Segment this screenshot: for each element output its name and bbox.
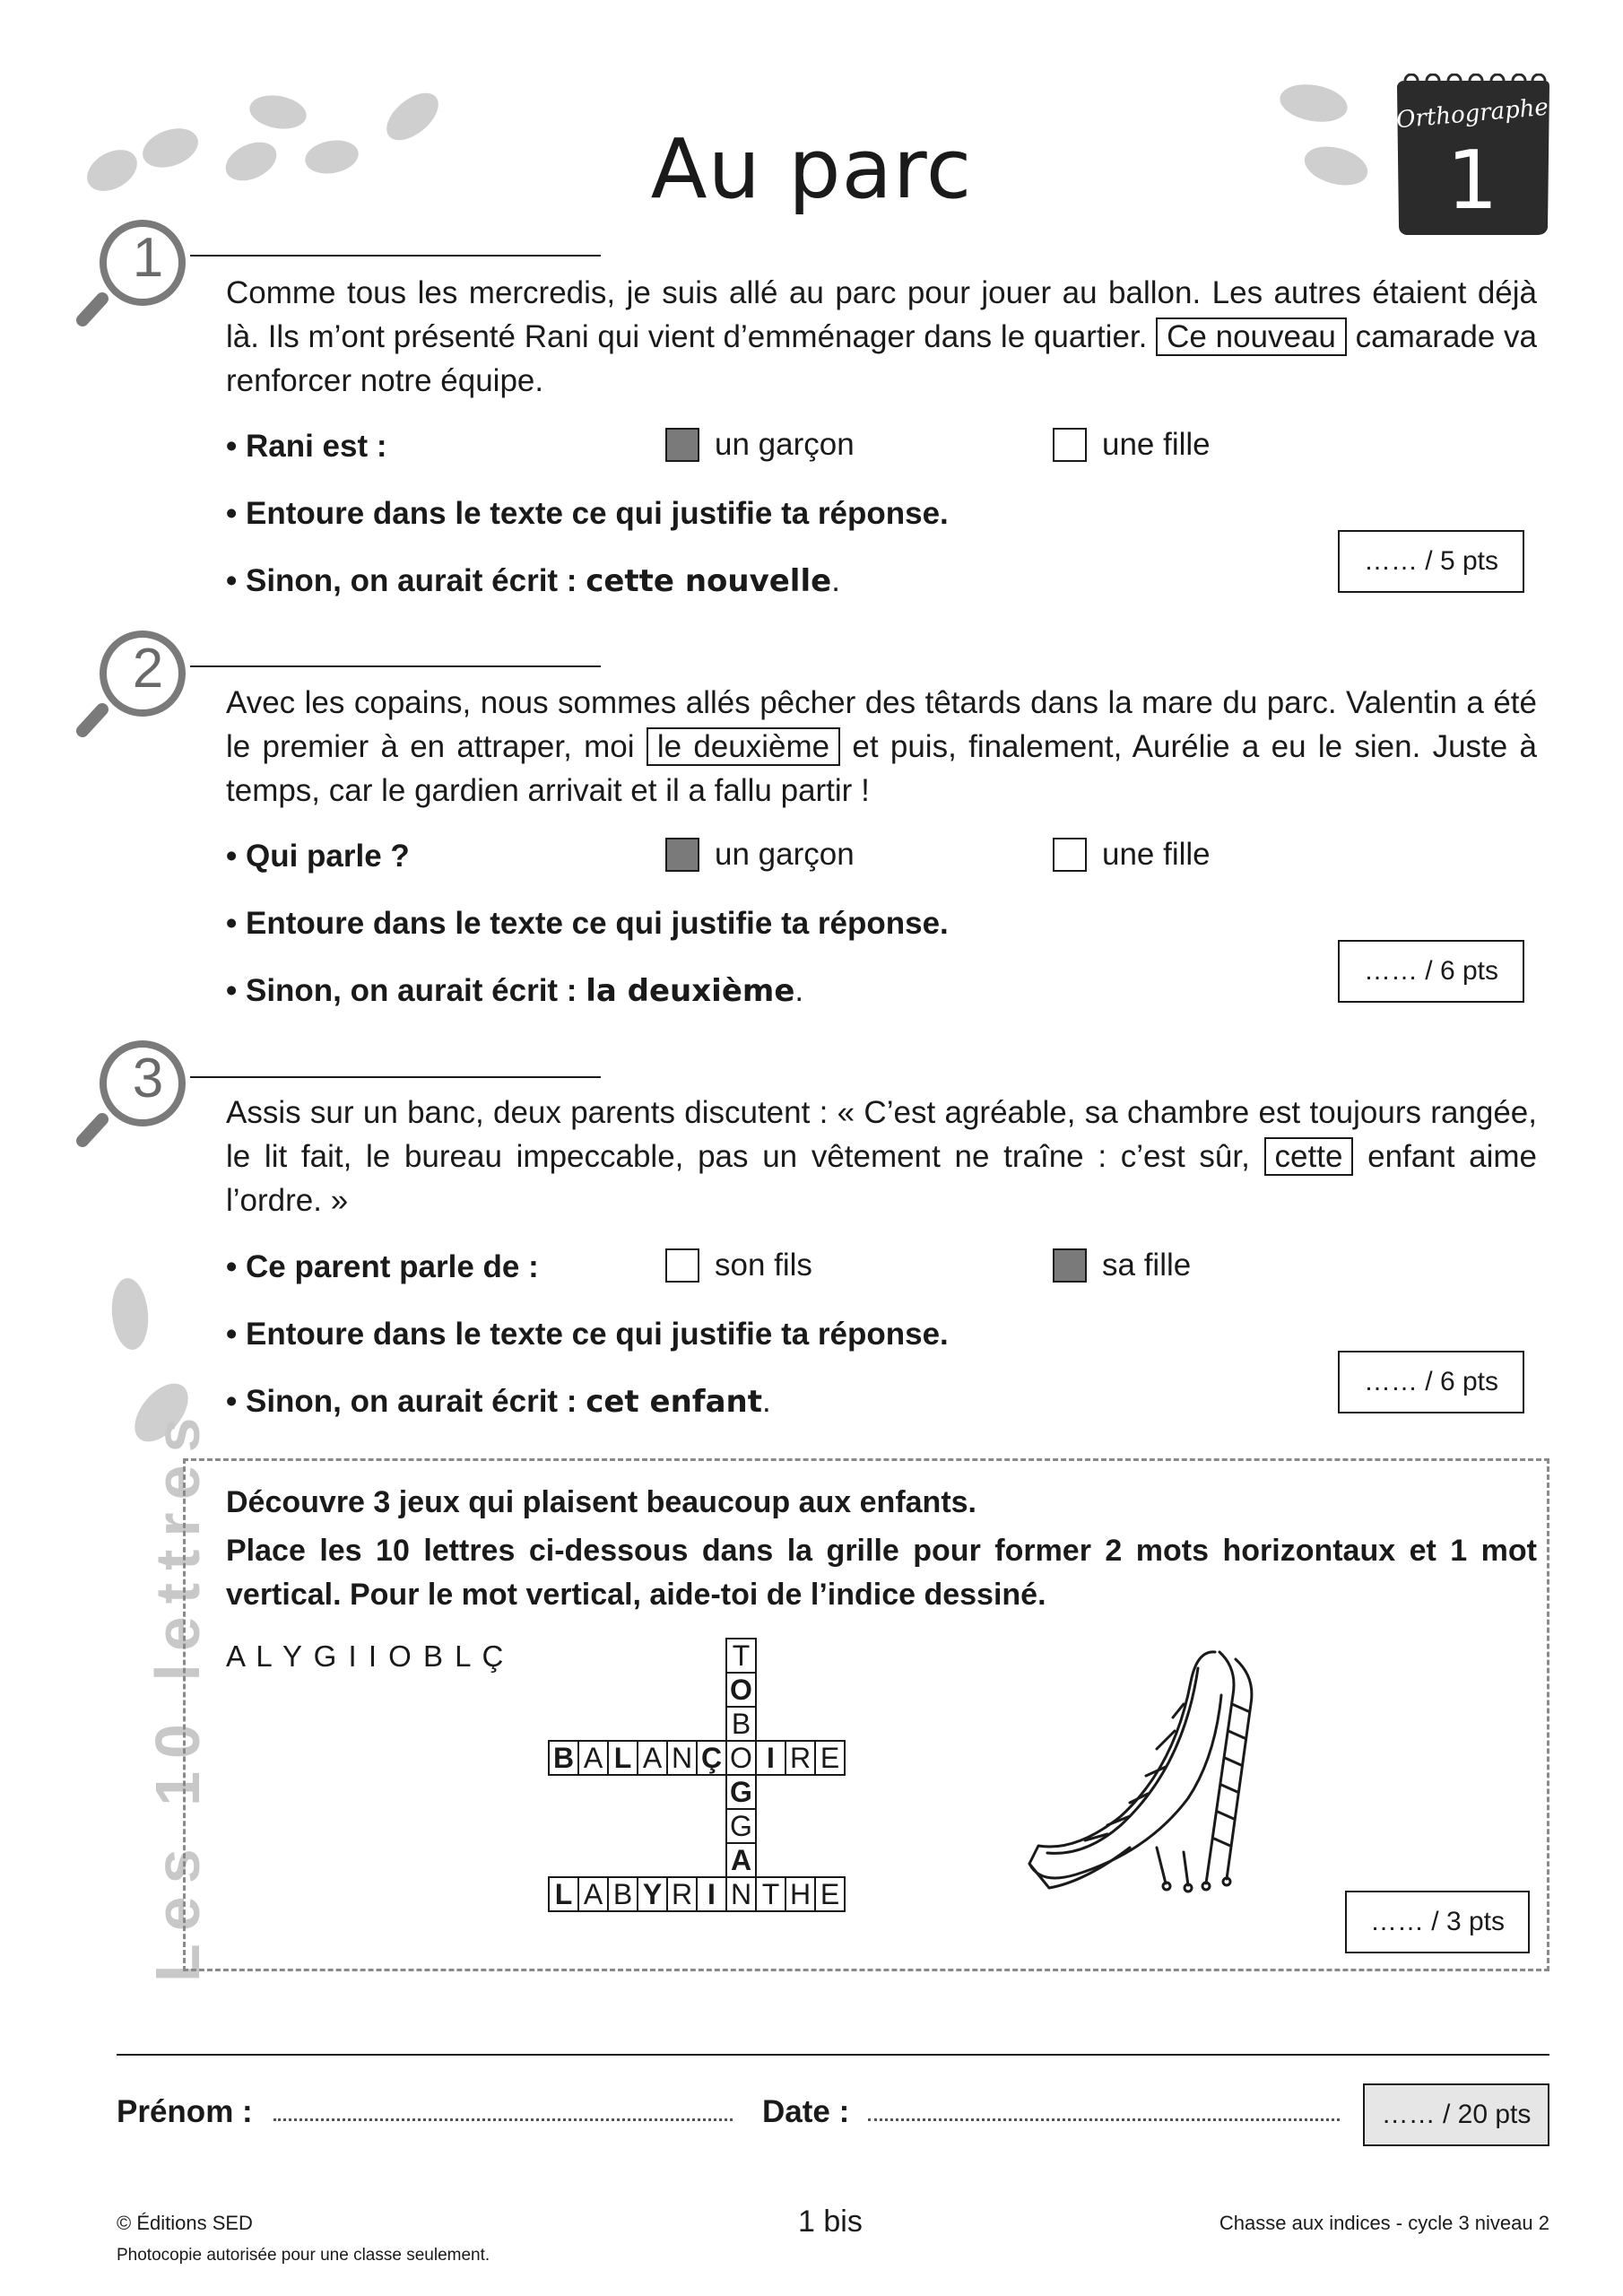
grid-cell[interactable]: T (755, 1876, 786, 1912)
grid-cell[interactable]: O (725, 1672, 757, 1708)
grid-cell[interactable]: N (725, 1876, 757, 1912)
puzzle-instruction: Place les 10 lettres ci-dessous dans la grille pour former 2 mots horizontaux et 1 mot vertical. Pour le mot vertical, aide-toi de l’indice dessiné. (226, 1534, 1537, 1612)
option-label: son fils (715, 1248, 812, 1283)
option-checkbox[interactable] (665, 838, 699, 872)
exercise-number: 3 (132, 1048, 164, 1109)
score-box[interactable]: …… / 6 pts (1338, 940, 1524, 1003)
otherwise-answer: la deuxième (586, 973, 795, 1009)
grid-cell[interactable]: G (725, 1808, 757, 1844)
exercise-divider (190, 665, 601, 667)
letters-list: A L Y G I I O B L Ç (226, 1639, 506, 1673)
option-checkbox[interactable] (1053, 838, 1087, 872)
otherwise-text: • Sinon, on aurait écrit : cet enfant. (226, 1384, 771, 1420)
page-number: 1 bis (798, 2205, 863, 2239)
badge-subject: Orthographe (1395, 93, 1549, 135)
grid-cell[interactable]: A (577, 1876, 609, 1912)
subject-badge (1392, 74, 1553, 239)
highlighted-word: Ce nouveau (1156, 317, 1347, 356)
grid-cell[interactable]: I (696, 1876, 727, 1912)
exercise-text: Assis sur un banc, deux parents discutent : « C’est agréable, sa chambre est toujours rangée, le lit fait, le bureau impeccable, pas un vêtement ne traîne : c’est sûr, cette enfant aime l’ordre. » (226, 1095, 1537, 1218)
puzzle-side-label: Les 10 lettres (143, 1405, 213, 1982)
grid-cell[interactable]: G (725, 1774, 757, 1810)
score-box[interactable]: …… / 6 pts (1338, 1351, 1524, 1413)
footer-divider (117, 2054, 1549, 2056)
otherwise-answer: cette nouvelle (586, 563, 832, 599)
collection-name: Chasse aux indices - cycle 3 niveau 2 (1219, 2212, 1549, 2234)
photocopy-note: Photocopie autorisée pour une classe seulement. (117, 2246, 490, 2265)
exercise-text: Avec les copains, nous sommes allés pêcher des têtards dans la mare du parc. Valentin a été le premier à en attraper, moi le deuxième et puis, finalement, Aurélie a eu le sien. Juste à temps, car le gardien arrivait et il a fallu partir ! (226, 685, 1537, 808)
option-checkbox[interactable] (665, 428, 699, 462)
grid-cell[interactable]: I (755, 1740, 786, 1776)
date-label: Date : (762, 2094, 850, 2129)
exercise-divider (190, 255, 601, 257)
instruction-text: • Entoure dans le texte ce qui justifie ta réponse. (226, 1317, 949, 1352)
question-label: • Ce parent parle de : (226, 1249, 539, 1284)
instruction-text: • Entoure dans le texte ce qui justifie ta réponse. (226, 496, 949, 531)
puzzle-instruction: Découvre 3 jeux qui plaisent beaucoup aux enfants. (226, 1485, 977, 1519)
option-label: un garçon (715, 837, 855, 872)
grid-cell[interactable]: B (548, 1740, 579, 1776)
slide-icon (1022, 1641, 1282, 1901)
exercise-number: 2 (132, 638, 164, 700)
copyright: © Éditions SED (117, 2212, 253, 2234)
grid-cell[interactable]: L (607, 1740, 638, 1776)
option-label: une fille (1102, 427, 1211, 462)
score-box[interactable]: …… / 3 pts (1345, 1891, 1530, 1953)
prenom-field[interactable] (273, 2118, 733, 2121)
grid-cell[interactable]: H (785, 1876, 816, 1912)
highlighted-word: le deuxième (647, 727, 840, 766)
option-checkbox[interactable] (665, 1248, 699, 1283)
instruction-text: • Entoure dans le texte ce qui justifie ta réponse. (226, 906, 949, 941)
grid-cell[interactable]: B (725, 1706, 757, 1742)
total-score-box[interactable]: …… / 20 pts (1363, 2083, 1549, 2146)
otherwise-answer: cet enfant (586, 1384, 762, 1420)
otherwise-text: • Sinon, on aurait écrit : la deuxième. (226, 973, 804, 1009)
question-label: • Qui parle ? (226, 839, 410, 874)
grid-cell[interactable]: R (666, 1876, 698, 1912)
option-label: un garçon (715, 427, 855, 462)
exercise-text: Comme tous les mercredis, je suis allé au parc pour jouer au ballon. Les autres étaient déjà là. Ils m’ont présenté Rani qui vient d’emménager dans le quartier. Ce nouveau camarade va renforcer notre équipe. (226, 275, 1537, 398)
grid-cell[interactable]: E (814, 1740, 846, 1776)
option-checkbox[interactable] (1053, 1248, 1087, 1283)
page-title: Au parc (650, 121, 973, 217)
exercise-divider (190, 1076, 601, 1078)
grid-cell[interactable]: N (666, 1740, 698, 1776)
score-box[interactable]: …… / 5 pts (1338, 530, 1524, 593)
grid-cell[interactable]: R (785, 1740, 816, 1776)
grid-cell[interactable]: E (814, 1876, 846, 1912)
badge-number: 1 (1446, 134, 1498, 228)
grid-cell[interactable]: O (725, 1740, 757, 1776)
exercise-number: 1 (132, 227, 164, 289)
grid-cell[interactable]: A (725, 1842, 757, 1878)
prenom-label: Prénom : (117, 2094, 253, 2129)
grid-cell[interactable]: A (637, 1740, 668, 1776)
option-checkbox[interactable] (1053, 428, 1087, 462)
grid-cell[interactable]: Ç (696, 1740, 727, 1776)
grid-cell[interactable]: A (577, 1740, 609, 1776)
otherwise-text: • Sinon, on aurait écrit : cette nouvelle. (226, 563, 840, 599)
date-field[interactable] (868, 2118, 1340, 2121)
highlighted-word: cette (1264, 1137, 1354, 1176)
grid-cell[interactable]: L (548, 1876, 579, 1912)
option-label: une fille (1102, 837, 1211, 872)
option-label: sa fille (1102, 1248, 1192, 1283)
grid-cell[interactable]: T (725, 1638, 757, 1674)
grid-cell[interactable]: B (607, 1876, 638, 1912)
question-label: • Rani est : (226, 429, 387, 464)
grid-cell[interactable]: Y (637, 1876, 668, 1912)
